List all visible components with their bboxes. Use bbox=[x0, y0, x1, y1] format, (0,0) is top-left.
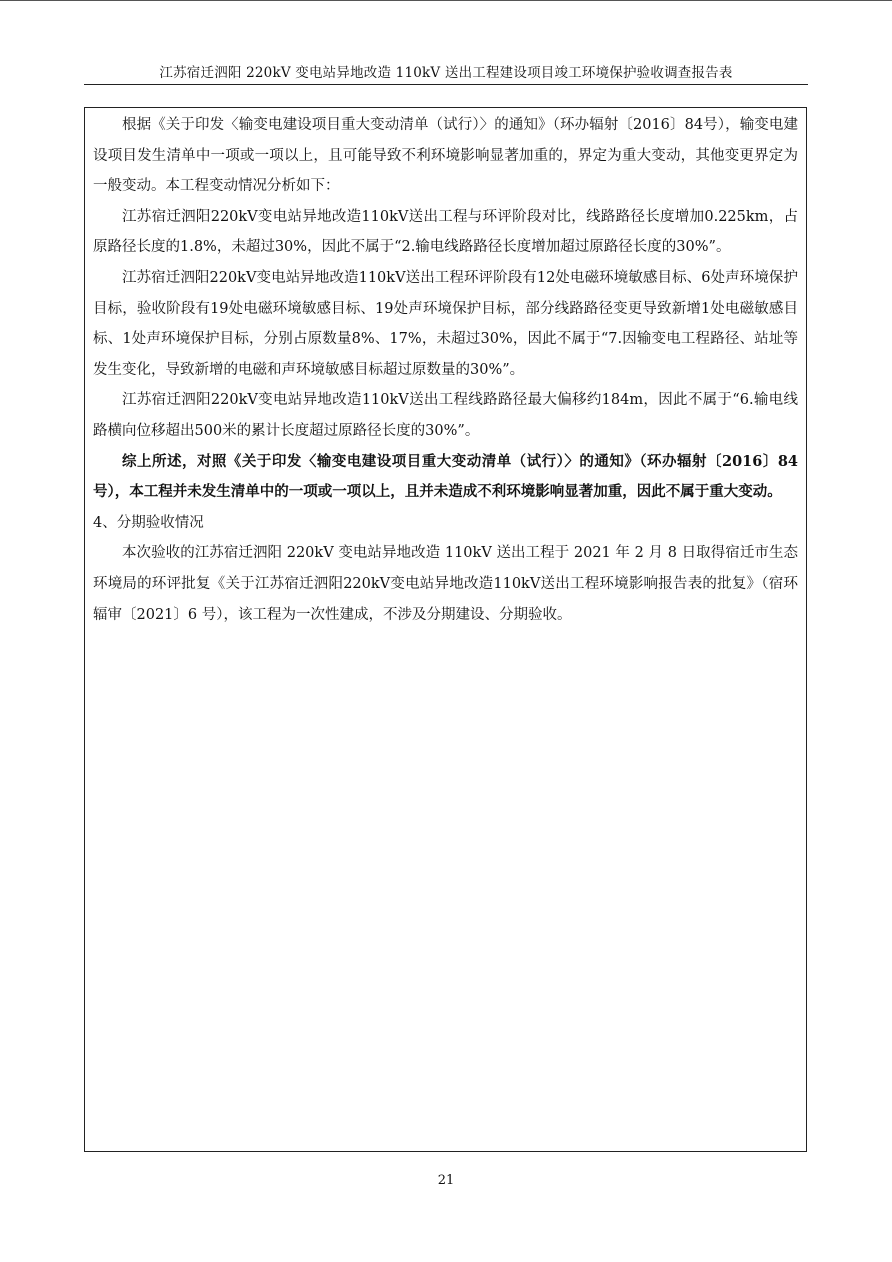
page-top-border bbox=[0, 0, 892, 1]
content-body bbox=[93, 110, 798, 630]
paragraph-sensitive-targets: 江苏宿迁泗阳220kV变电站异地改造110kV送出工程环评阶段有12处电磁环境敏感目标、6处声环境保护目标，验收阶段有19处电磁环境敏感目标、19处声环境保护目标，部分线路路径变更导致新增1处电磁敏感目标、1处声环境保护目标，分别占原数量8%、17%，未超过30%，因此不属于“7.因输变电工程路径、站址等发生变化，导致新增的电磁和声环境敏感目标超过原数量的30%”。 bbox=[93, 269, 798, 378]
paragraph-change-criteria: 根据《关于印发〈输变电建设项目重大变动清单（试行）〉的通知》（环办辐射〔2016〕84号），输变电建设项目发生清单中一项或一项以上，且可能导致不利环境影响显著加重的，界定为重大变动，其他变更界定为一般变动。本工程变动情况分析如下： bbox=[93, 117, 798, 195]
paragraph-route-length: 江苏宿迁泗阳220kV变电站异地改造110kV送出工程与环评阶段对比，线路路径长度增加0.225km，占原路径长度的1.8%，未超过30%，因此不属于“2.输电线路路径长度增加超过原路径长度的30%”。 bbox=[93, 208, 798, 256]
section-heading-phased-acceptance: 4、分期验收情况 bbox=[93, 514, 204, 531]
header-divider bbox=[84, 84, 808, 85]
page-number: 21 bbox=[437, 1173, 455, 1188]
paragraph-phased-acceptance: 本次验收的江苏宿迁泗阳 220kV 变电站异地改造 110kV 送出工程于 2021 年 2 月 8 日取得宿迁市生态环境局的环评批复《关于江苏宿迁泗阳220kV变电站异地改造110kV送出工程环境影响报告表的批复》（宿环辐审〔2021〕6 号），该工程为一次性建成，不涉及分期建设、分期验收。 bbox=[93, 545, 798, 623]
content-table-cell bbox=[84, 107, 807, 1152]
report-header-title: 江苏宿迁泗阳 220kV 变电站异地改造 110kV 送出工程建设项目竣工环境保护验收调查报告表 bbox=[159, 65, 733, 81]
paragraph-conclusion: 综上所述，对照《关于印发〈输变电建设项目重大变动清单（试行）〉的通知》（环办辐射〔2016〕84号），本工程并未发生清单中的一项或一项以上，且并未造成不利环境影响显著加重，因此不属于重大变动。 bbox=[93, 452, 798, 501]
paragraph-route-offset: 江苏宿迁泗阳220kV变电站异地改造110kV送出工程线路路径最大偏移约184m，因此不属于“6.输电线路横向位移超出500米的累计长度超过原路径长度的30%”。 bbox=[93, 392, 798, 439]
